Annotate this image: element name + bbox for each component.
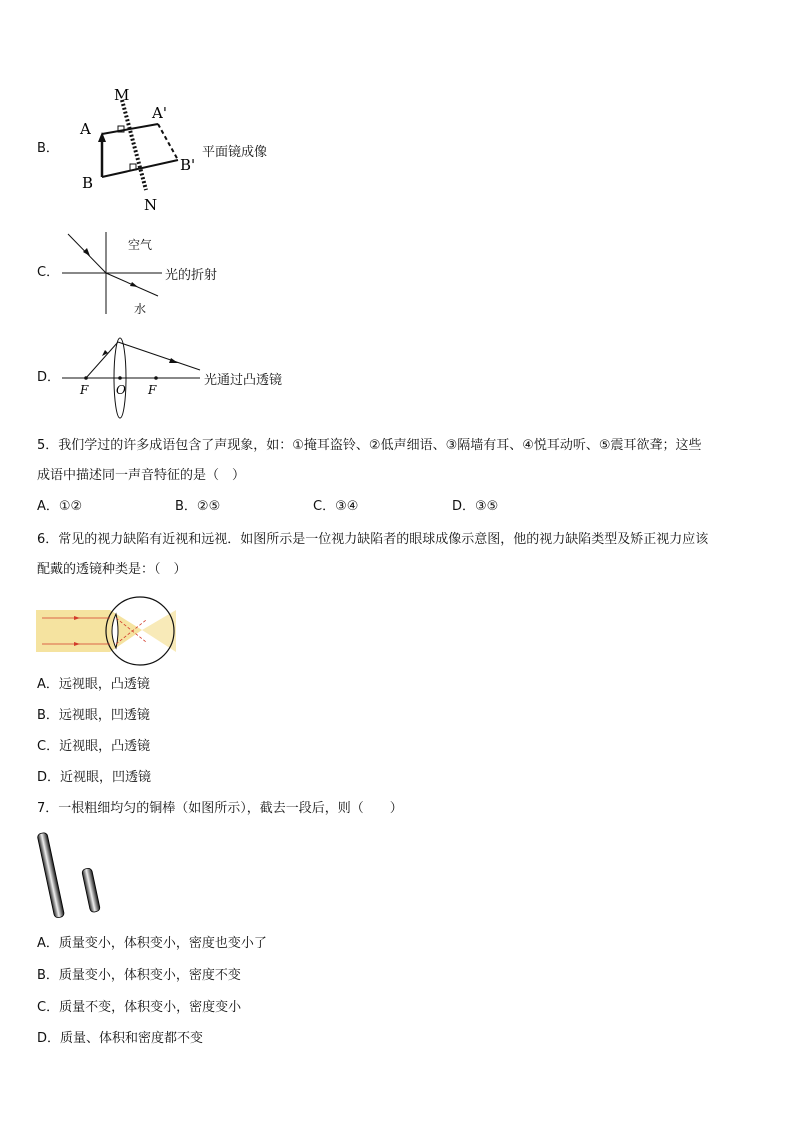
mirror-mn [122,100,146,190]
q6-stem-line2: 配戴的透镜种类是：（ ） [37,562,187,577]
image-aprime-bprime [158,124,178,160]
long-rod [37,832,65,918]
q6-option-c: C．近视眼，凸透镜 [37,739,151,754]
q5-option-a: A．①② [37,499,83,514]
short-rod [82,868,101,913]
label-a: A [80,120,91,138]
label-f-right: F [148,383,157,397]
q7-option-b: B．质量变小，体积变小，密度不变 [37,968,241,983]
q6-option-b: B．远视眼，凹透镜 [37,708,150,723]
label-b: B [82,174,94,192]
q6-stem-line1: 6．常见的视力缺陷有近视和远视．如图所示是一位视力缺陷者的眼球成像示意图，他的视力缺陷类型及矫正视力应该 [37,532,709,547]
copper-rod-diagram [36,830,116,922]
ray-in-arrow-icon [102,350,108,356]
q6-option-d: D．近视眼，凹透镜 [37,770,152,785]
incident-arrow-icon [83,248,90,256]
label-a-prime: A' [152,104,167,122]
label-m: M [114,86,130,104]
label-air: 空气 [128,238,153,252]
q7-option-a: A．质量变小，体积变小，密度也变小了 [37,936,267,951]
eye-diagram [36,596,182,666]
q7-stem: 7．一根粗细均匀的铜棒（如图所示），截去一段后，则（ ） [37,801,403,816]
q5-option-c: C．③④ [313,499,359,514]
q4-option-b-caption: 平面镜成像 [202,145,268,160]
q4-option-b-letter: B． [37,141,59,156]
optical-center-dot [118,376,122,380]
ray-out-arrow-icon [169,358,178,363]
q5-stem-line1: 5．我们学过的许多成语包含了声现象，如：①掩耳盗铃、②低声细语、③隔墙有耳、④悦耳动听、⑤震耳欲聋；这些 [37,438,702,453]
q4-option-c-letter: C． [37,265,60,280]
q4-option-d-letter: D． [37,370,61,385]
q7-option-c: C．质量不变，体积变小，密度变小 [37,1000,242,1015]
q6-option-a: A．远视眼，凸透镜 [37,677,150,692]
label-water: 水 [134,302,147,316]
light-beam [36,610,110,652]
label-n: N [144,196,158,214]
refracted-arrow-icon [130,282,138,287]
q5-option-b: B．②⑤ [175,499,221,514]
q4-option-c-caption: 光的折射 [165,268,218,283]
focus-right-dot [154,376,158,380]
plane-mirror-diagram [70,82,210,217]
q4-option-d-caption: 光通过凸透镜 [204,373,283,388]
label-b-prime: B' [180,156,196,174]
q5-option-d: D．③⑤ [452,499,499,514]
ray-out [118,342,200,370]
ray-in [86,342,118,378]
label-o: O [116,383,126,397]
convex-lens-diagram [60,336,202,422]
q7-option-d: D．质量、体积和密度都不变 [37,1031,204,1046]
focus-left-dot [84,376,88,380]
q5-stem-line2: 成语中描述同一声音特征的是（ ） [37,468,246,483]
label-f-left: F [80,383,89,397]
